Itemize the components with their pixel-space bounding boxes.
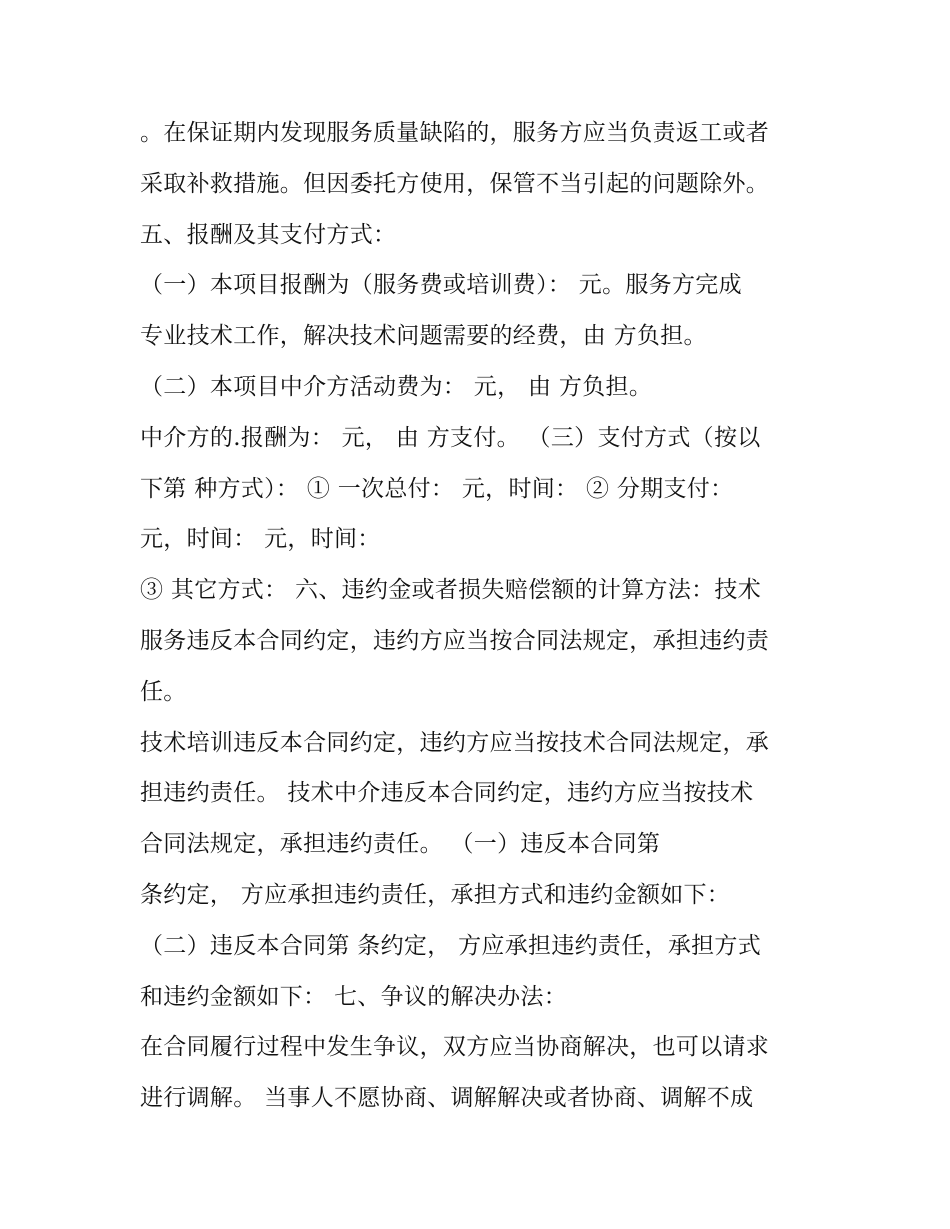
text-line: 元，时间： 元，时间： (140, 526, 381, 553)
text-line: 中介方的.报酬为： 元， 由 方支付。 （三）支付方式（按以 (140, 424, 761, 451)
document-body (140, 108, 830, 1124)
text-line: ③ 其它方式： 六、违约金或者损失赔偿额的计算方法：技术 (140, 577, 762, 604)
text-line: 专业技术工作，解决技术问题需要的经费，由 方负担。 (140, 323, 707, 350)
text-line: 条约定， 方应承担违约责任，承担方式和违约金额如下： (140, 881, 731, 908)
text-line: 采取补救措施。但因委托方使用，保管不当引起的问题除外。 (140, 170, 770, 197)
text-line: 服务违反本合同约定，违约方应当按合同法规定，承担违约责 (140, 627, 770, 654)
text-line: （一）本项目报酬为（服务费或培训费）： 元。服务方完成 (140, 272, 742, 299)
text-line: 在合同履行过程中发生争议，双方应当协商解决，也可以请求 (140, 1034, 770, 1061)
text-line: （二）违反本合同第 条约定， 方应承担违约责任，承担方式 (140, 932, 762, 959)
text-line: 进行调解。 当事人不愿协商、调解解决或者协商、调解不成 (140, 1085, 754, 1112)
text-line: 下第 种方式）： ① 一次总付： 元，时间： ② 分期支付： (140, 475, 734, 502)
text-line: 技术培训违反本合同约定，违约方应当按技术合同法规定，承 (140, 729, 770, 756)
section-heading: 五、报酬及其支付方式： (140, 221, 397, 248)
text-line: （二）本项目中介方活动费为： 元， 由 方负担。 (140, 373, 653, 400)
text-line: 任。 (140, 678, 187, 705)
text-line: 和违约金额如下： 七、争议的解决办法： (140, 983, 568, 1010)
text-line: 。在保证期内发现服务质量缺陷的，服务方应当负责返工或者 (140, 120, 770, 146)
text-line: 担违约责任。 技术中介违反本合同约定，违约方应当按技术 (140, 780, 754, 807)
text-line: 合同法规定，承担违约责任。 （一）违反本合同第 (140, 831, 661, 858)
